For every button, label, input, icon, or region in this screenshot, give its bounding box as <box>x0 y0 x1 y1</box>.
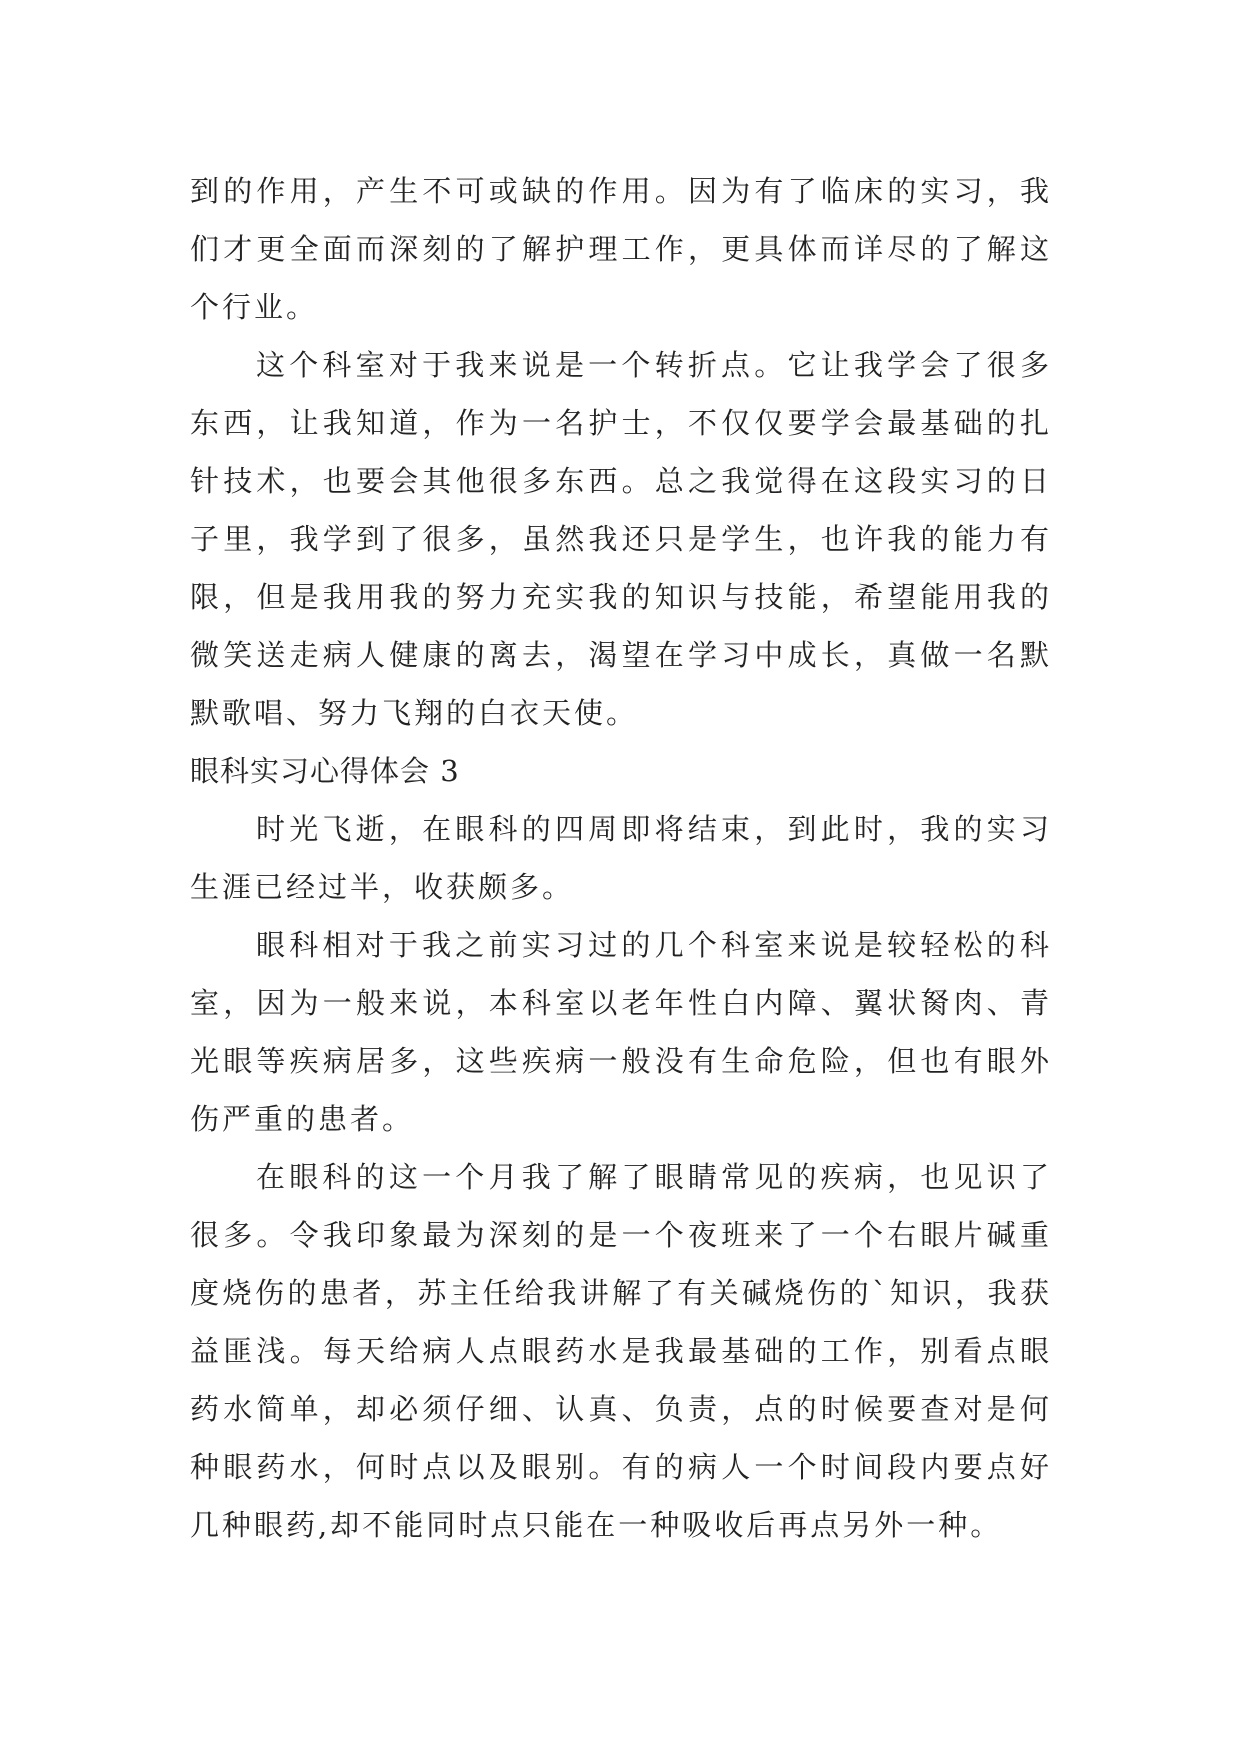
paragraph-time-flies: 时光飞逝，在眼科的四周即将结束，到此时，我的实习生涯已经过半，收获颇多。 <box>190 812 1052 904</box>
paragraph-turning-point: 这个科室对于我来说是一个转折点。它让我学会了很多东西，让我知道，作为一名护士，不仅仅要学会最基础的扎针技术，也要会其他很多东西。总之我觉得在这段实习的日子里，我学到了很多，虽然我还只是学生，也许我的能力有限，但是我用我的努力充实我的知识与技能，希望能用我的微笑送走病人健康的离去，渴望在学习中成长，真做一名默默歌唱、努力飞翔的白衣天使。 <box>190 348 1052 730</box>
paragraph-eye-drops: 在眼科的这一个月我了解了眼睛常见的疾病，也见识了很多。令我印象最为深刻的是一个夜班来了一个右眼片碱重度烧伤的患者，苏主任给我讲解了有关碱烧伤的`知识，我获益匪浅。每天给病人点眼药水是我最基础的工作，别看点眼药水简单，却必须仔细、认真、负责，点的时候要查对是何种眼药水，何时点以及眼别。有的病人一个时间段内要点好几种眼药,却不能同时点只能在一种吸收后再点另外一种。 <box>190 1160 1052 1542</box>
document-body <box>190 162 1052 1554</box>
section-heading: 眼科实习心得体会 3 <box>190 754 460 788</box>
paragraph-ophthalmology-dept: 眼科相对于我之前实习过的几个科室来说是较轻松的科室，因为一般来说，本科室以老年性白内障、翼状胬肉、青光眼等疾病居多，这些疾病一般没有生命危险，但也有眼外伤严重的患者。 <box>190 928 1052 1136</box>
paragraph-continued: 到的作用，产生不可或缺的作用。因为有了临床的实习，我们才更全面而深刻的了解护理工作，更具体而详尽的了解这个行业。 <box>190 174 1052 324</box>
